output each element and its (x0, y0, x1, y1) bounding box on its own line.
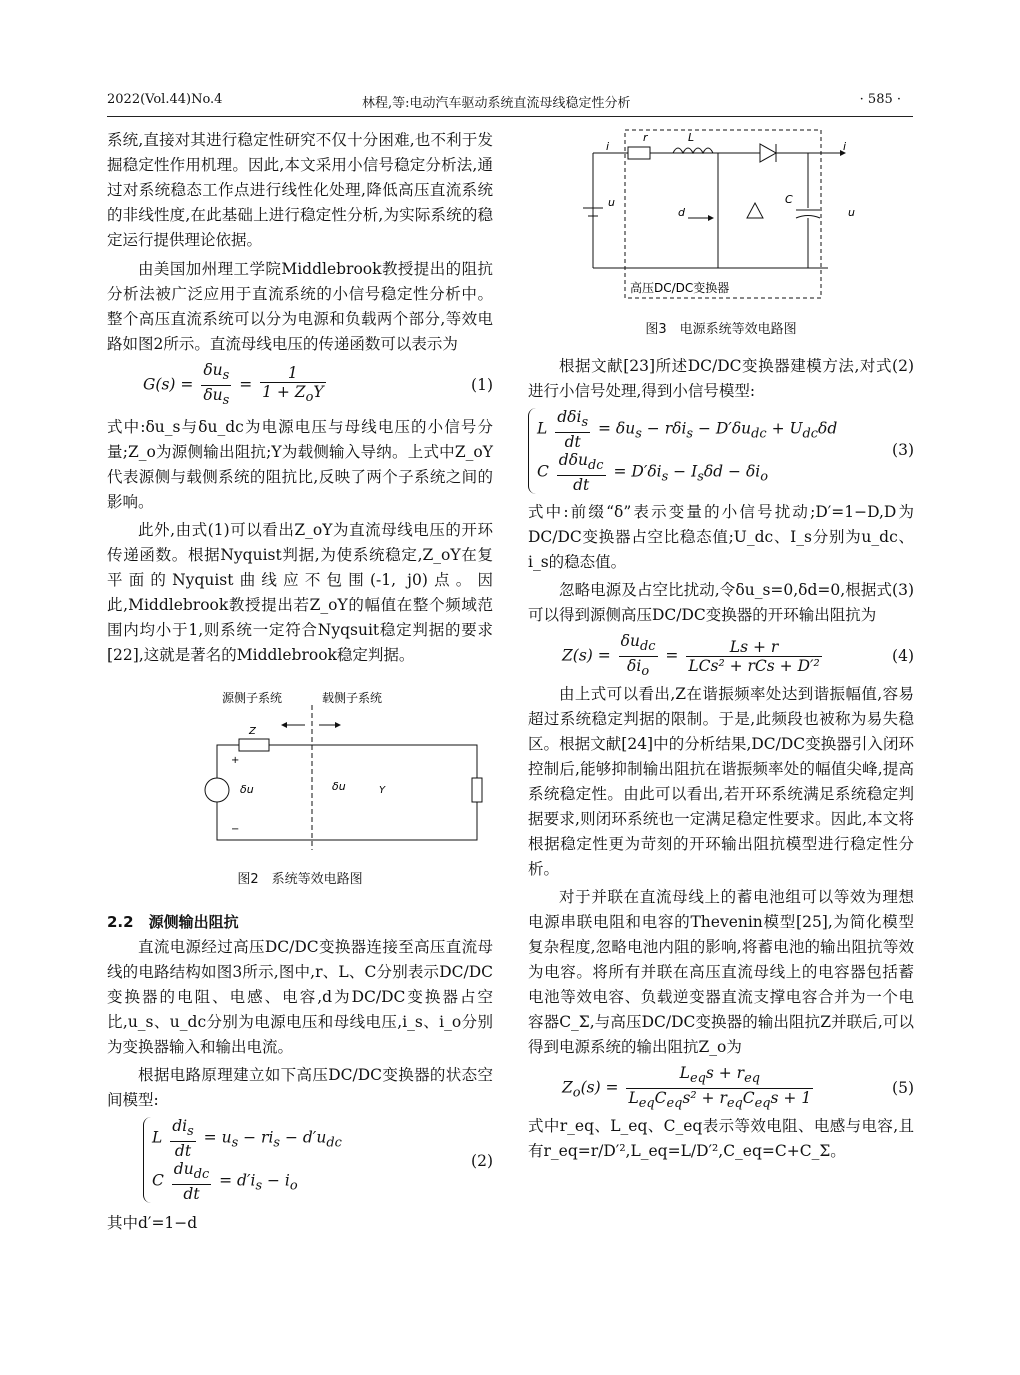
figure-2-caption: 图2 系统等效电路图 (237, 872, 363, 887)
paragraph: 系统,直接对其进行稳定性研究不仅十分困难,也不利于发掘稳定性作用机理。因此,本文采用小信号稳定分析法,通过对系统稳态工作点进行线性化处理,降低高压直流系统的非线性度,在此基础上进行稳定性分析,为实际系统的稳定运行提供理论依据。 (107, 131, 493, 249)
paragraph: 忽略电源及占空比扰动,令δu_s=0,δd=0,根据式(3)可以得到源侧高压DC/DC变换器的开环输出阻抗为 (528, 581, 914, 624)
header-journal: 2022(Vol.44)No.4 (107, 92, 223, 107)
svg-text:Y: Y (379, 785, 386, 796)
paragraph: 式中:前缀“δ”表示变量的小信号扰动;D′=1−D,D为DC/DC变换器占空比稳态值;U_dc、I_s分别为u_dc、i_s的稳态值。 (528, 503, 914, 571)
right-column (528, 128, 914, 1164)
svg-text:u: u (848, 206, 855, 219)
paragraph: 根据电路原理建立如下高压DC/DC变换器的状态空间模型: (107, 1066, 493, 1109)
fig2-load-label: 载侧子系统 (322, 691, 383, 705)
equation-number: (4) (892, 647, 914, 665)
paragraph: 此外,由式(1)可以看出Z_oY为直流母线电压的开环传递函数。根据Nyquist判据,为使系统稳定,Z_oY在复平面的Nyquist曲线应不包围(-1, j0)点。因此,Middlebrook教授提出若Z_oY的幅值在整个频域范围内均小于1,则系统一定符合Nyqsuit稳定判据的要求[22],这就是著名的Middlebrook稳定判据。 (107, 521, 493, 664)
paragraph: 对于并联在直流母线上的蓄电池组可以等效为理想电源串联电阻和电容的Thevenin模型[25],为简化模型复杂程度,忽略电池内阻的影响,将蓄电池的输出阻抗等效为电容。将所有并联在高压直流母线上的电容器包括蓄电池等效电容、负载逆变器直流支撑电容合并为一个电容器C_Σ,与高压DC/DC变换器的输出阻抗Z并联后,可以得到电源系统的输出阻抗Z_o为 (528, 888, 914, 1056)
svg-text:u: u (608, 196, 615, 209)
power-system-circuit (528, 128, 914, 303)
svg-text:C: C (785, 193, 793, 206)
svg-text:i: i (843, 140, 847, 153)
paragraph: 式中:δu_s与δu_dc为电源电压与母线电压的小信号分量;Z_o为源侧输出阻抗;Y为载侧输入导纳。上式中Z_oY代表源侧与载侧系统的阻抗比,反映了两个子系统之间的影响。 (107, 418, 493, 511)
figure-3 (528, 128, 914, 303)
svg-text:d: d (678, 206, 685, 219)
header-page: · 585 · (859, 92, 901, 107)
section-title: 2.2 源侧输出阻抗 (107, 913, 239, 931)
equation-number: (1) (471, 376, 493, 394)
paragraph: 由美国加州理工学院Middlebrook教授提出的阻抗分析法被广泛应用于直流系统的小信号稳定性分析中。整个高压直流系统可以分为电源和负载两个部分,等效电路如图2所示。直流母线电压的传递函数可以表示为 (107, 260, 493, 353)
left-column (107, 128, 493, 1236)
svg-text:L: L (688, 131, 695, 144)
paragraph: 直流电源经过高压DC/DC变换器连接至高压直流母线的电路结构如图3所示,图中,r、L、C分别表示DC/DC变换器的电阻、电感、电容,d为DC/DC变换器占空比,u_s、u_dc分别为电源电压和母线电压,i_s、i_o分别为变换器输入和输出电流。 (107, 938, 493, 1056)
system-equivalent-circuit (107, 690, 493, 865)
paragraph: 其中d′=1−d (107, 1214, 198, 1232)
equation-3: L $\frac{d\delta i_s}{dt}$ = $\delta u_s - r\delta i_s - D'\delta u_{dc} + U_{dc}\delta d$ C $\frac{d\delta u_{dc}}{dt}$ = $D'\delta i_s - I_s\delta d - \delta i_o$ (3) (528, 408, 914, 496)
svg-text:−: − (231, 824, 240, 835)
header-title: 林程,等:电动汽车驱动系统直流母线稳定性分析 (362, 96, 631, 111)
svg-text:Z: Z (249, 726, 256, 737)
figure-3-caption: 图3 电源系统等效电路图 (645, 322, 797, 337)
equation-number: (3) (892, 441, 914, 459)
paragraph: 由上式可以看出,Z在谐振频率处达到谐振幅值,容易超过系统稳定判据的限制。于是,此频段也被称为易失稳区。根据文献[24]中的分析结果,DC/DC变换器引入闭环控制后,能够抑制输出阻抗在谐振频率处的幅值尖峰,提高系统稳定性。由此可以看出,若开环系统满足系统稳定判据要求,则闭环系统也一定满足稳定性要求。因此,本文将根据稳定性更为苛刻的开环输出阻抗模型进行稳定性分析。 (528, 685, 914, 878)
paragraph: 式中r_eq、L_eq、C_eq表示等效电阻、电感与电容,且有r_eq=r/D′²,L_eq=L/D′²,C_eq=C+C_Σ。 (528, 1117, 914, 1160)
svg-text:δu: δu (240, 783, 254, 796)
fig3-converter-label: 高压DC/DC变换器 (630, 281, 730, 295)
equation-number: (2) (471, 1152, 493, 1170)
running-header (107, 90, 913, 117)
paragraph: 根据文献[23]所述DC/DC变换器建模方法,对式(2)进行小信号处理,得到小信号模型: (528, 357, 914, 400)
equation-number: (5) (892, 1079, 914, 1097)
equation-2: L $\frac{di_s}{dt}$ = $u_s - ri_s - d'u_{dc}$ C $\frac{du_{dc}}{dt}$ = $d'i_s - i_o$ (2) (143, 1117, 493, 1207)
svg-text:+: + (231, 755, 240, 766)
svg-text:r: r (643, 131, 648, 144)
equation-4: Z(s) = $\frac{\delta u_{dc}}{\delta i_o}$ = $\frac{Ls + r}{\text{LCs² + rCs + D′²}}$ (4) (562, 632, 914, 680)
fig2-source-label: 源侧子系统 (222, 691, 283, 705)
equation-5: $Z_o(s)$ = $\frac{L_{eq}s + r_{eq}}{L_{eq}C_{eq}s^2 + r_{eq}C_{eq}s + 1}$ (5) (562, 1064, 914, 1112)
svg-text:δu: δu (332, 780, 346, 793)
figure-2 (107, 690, 493, 865)
equation-1: G(s) = $\frac{\delta u_s}{\delta u_s}$ = $\frac{1}{1 + Z_oY}$ (1) (143, 361, 493, 409)
svg-text:i: i (606, 140, 610, 153)
